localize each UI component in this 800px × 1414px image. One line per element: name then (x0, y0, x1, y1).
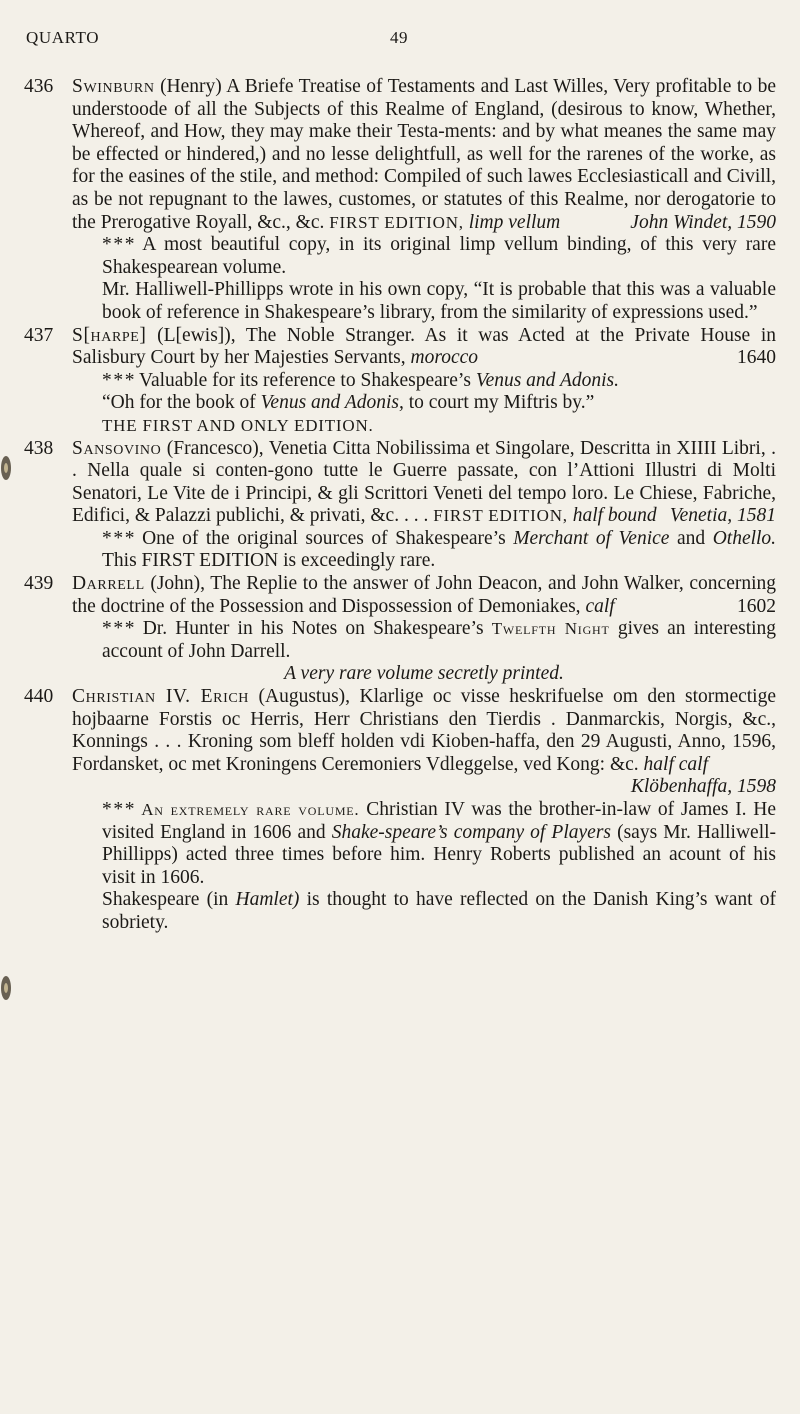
bleed-through-mark (0, 958, 30, 1018)
note-text: Mr. Halliwell-Phillipps wrote in his own copy, “It is probable that this was a valuable book of reference in Shakespeare’s library, from the similarity of expressions used.” (102, 279, 776, 323)
page-number: 49 (390, 28, 408, 47)
catalogue-entry (0, 438, 800, 574)
entry-note (72, 889, 776, 934)
note-title: Othello. (712, 527, 777, 549)
catalogue-entry (0, 573, 800, 686)
lot-number: 439 (24, 573, 54, 595)
catalogue-entry (0, 686, 800, 935)
note-text: gives an interesting account of John Darrell. (102, 618, 777, 662)
entry-imprint: 1640 (737, 347, 776, 369)
entry-note (72, 799, 776, 889)
note-text: is thought to have reflected on the Danish King’s want of sobriety. (102, 889, 777, 933)
entry-title: (Henry) A Briefe Treatise of Testaments and Last Willes, Very profitable to be understoode of all the Subjects of this Realme of England, (desirous to know, Whether, Whereof, and How, they may make their Testa-ments: and by what meanes the same may be effected or hindered,) and no lesse delightfull, as well for the rarenes of the worke, as for the easines of the stile, and method: Compiled of such lawes Ecclesiasticall and Civill, as be not repugnant to the lawes, customes, or statutes of this Realme, nor derogatorie to the Prerogative Royall, &c., &c. (72, 76, 776, 233)
note-asterism: * * * (102, 799, 135, 820)
entry-note (72, 528, 776, 573)
entry-description (72, 76, 776, 234)
entry-description (72, 573, 776, 618)
entry-imprint: Klöbenhaffa, 1598 (630, 776, 776, 798)
entry-note (72, 370, 776, 393)
note-text: One of the original sources of Shakespeare’s (142, 527, 506, 549)
entry-note (72, 618, 776, 663)
note-asterism: * * * (102, 234, 135, 256)
note-title: Twelfth Night (491, 619, 610, 639)
entry-binding: half calf (643, 753, 708, 775)
running-head-section: QUARTO (26, 28, 100, 47)
entry-author: Swinburn (72, 76, 155, 97)
entry-author: Sansovino (72, 437, 162, 459)
note-text: Shakespeare (in (102, 889, 229, 911)
note-title: Venus and Adonis. (475, 369, 619, 391)
running-head (0, 28, 800, 52)
note-text: to court my Miftris by.” (408, 392, 595, 414)
entry-title: (Augustus), Klarlige oc visse heskrifuelse om den stormectige hojbaarne Forstis oc Herris, Herr Christians den Tierdis . Danmarckis, Norgis, &c., Konnings . . . Kroning som bleff holden vdi Kioben-haffa, den 29 Augusti, Anno, 1596, Fordansket, oc met Kroningens Ceremoniers Vdleggelse, ved Kong: &c. (72, 686, 777, 775)
lot-number: 437 (24, 324, 54, 346)
entry-imprint: John Windet, 1590 (630, 211, 776, 233)
entry-title: (Francesco), Venetia Citta Nobilissima et Singolare, Descritta in XIIII Libri, . . Nella quale si conten-gono tutte le Guerre passate, con l’Attioni Illustri di Molti Senatori, Le Vite de i Principi, & gli Scrittori Veneti del tempo loro. Le Chiese, Fabriche, Edifici, & Palazzi publichi, & privati, &c. . . . (72, 437, 776, 527)
note-text: “Oh for the book of (102, 392, 256, 414)
note-asterism: * * * (102, 527, 135, 549)
entry-edition-note: THE FIRST AND ONLY EDITION. (102, 415, 374, 435)
entry-author: S[harpe] (72, 324, 147, 346)
catalogue-entries (0, 76, 800, 935)
note-title: Hamlet) (235, 889, 300, 911)
entry-binding: limp vellum (468, 211, 561, 233)
entry-binding: half bound (572, 505, 657, 527)
note-asterism: * * * (102, 618, 135, 640)
entry-edition: FIRST EDITION, (329, 212, 464, 232)
entry-note (72, 392, 776, 415)
entry-imprint: 1602 (737, 595, 776, 617)
lot-number: 436 (24, 76, 54, 97)
entry-note (72, 279, 776, 324)
entry-note: A very rare volume secretly printed. (284, 663, 564, 685)
note-text: Dr. Hunter in his Notes on Shakespeare’s (142, 618, 484, 640)
lot-number: 440 (24, 686, 54, 708)
entry-title: (John), The Replie to the answer of John Deacon, and John Walker, concerning the doctrine of the Possession and Dispossession of Demoniakes, (72, 573, 777, 617)
note-asterism: * * * (102, 369, 135, 391)
entry-binding: morocco (410, 347, 479, 369)
note-text: A most beautiful copy, in its original limp vellum binding, of this very rare Shakespearean volume. (102, 234, 776, 278)
entry-description (72, 438, 776, 528)
entry-description (72, 325, 776, 370)
catalogue-entry (0, 325, 800, 438)
note-text: This FIRST EDITION is exceedingly rare. (102, 550, 436, 572)
entry-note (72, 234, 776, 279)
note-text: Valuable for its reference to Shakespeare’s (139, 369, 471, 391)
entry-author: Darrell (72, 573, 145, 595)
entry-binding: calf (585, 595, 615, 617)
lot-number: 438 (24, 437, 54, 459)
entry-description (72, 686, 776, 799)
note-text: Christian IV was the brother-in-law of James I. He visited England in 1606 and (102, 799, 777, 843)
note-title: Shake-speare’s company of Players (331, 821, 611, 843)
entry-edition: FIRST EDITION, (433, 506, 568, 526)
entry-title: (L[ewis]), The Noble Stranger. As it was Acted at the Private House in Salisbury Court by her Majesties Servants, (72, 324, 776, 369)
note-text: and (676, 527, 706, 549)
catalogue-entry (0, 76, 800, 325)
entry-author: Christian IV. Erich (72, 686, 250, 708)
note-title: An extremely rare volume. (141, 800, 360, 819)
entry-imprint: Venetia, 1581 (669, 505, 776, 527)
note-text: (says Mr. Halliwell-Phillipps) acted three times before him. Henry Roberts published an acount of his visit in 1606. (102, 821, 777, 888)
note-title: Merchant of Venice (513, 527, 670, 549)
note-title: Venus and Adonis, (260, 392, 404, 414)
